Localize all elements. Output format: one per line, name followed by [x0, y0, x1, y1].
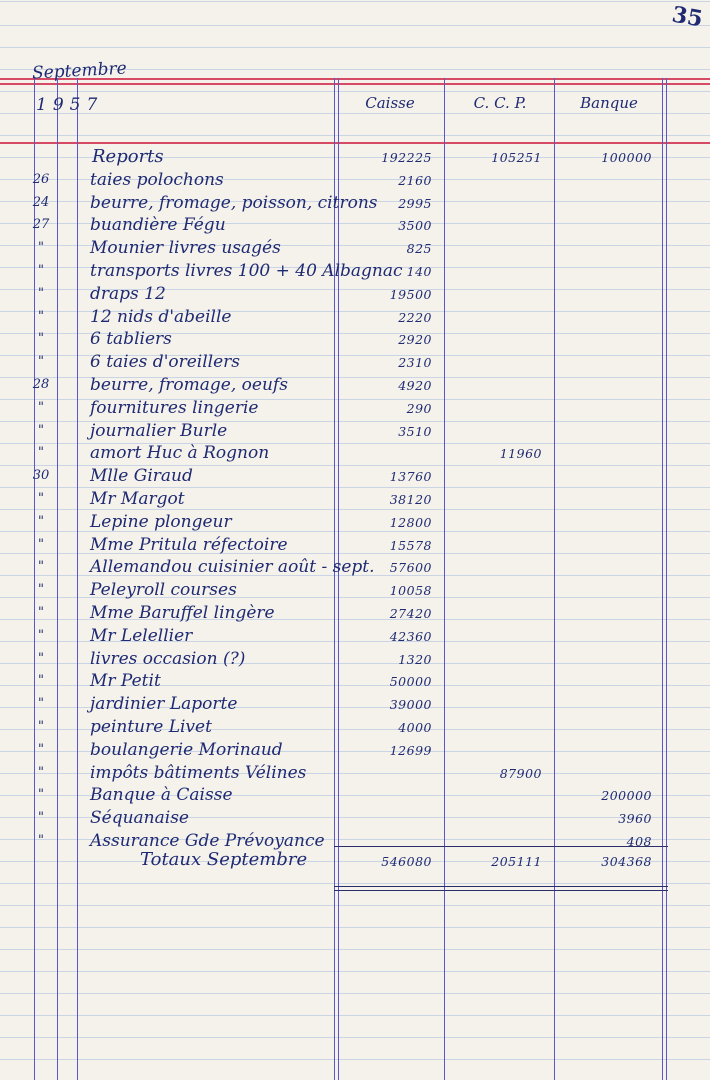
year-heading: 1957 — [36, 95, 104, 115]
entry-label: Séquanaise — [90, 808, 189, 828]
entry-caisse: 15578 — [389, 538, 432, 553]
entry-ccp: 11960 — [499, 446, 542, 461]
top-red-rule-2 — [0, 83, 710, 85]
entry-label: Mr Petit — [90, 671, 161, 691]
entry-caisse: 192225 — [381, 150, 432, 165]
entry-day: 24 — [32, 195, 50, 210]
entry-label: Mounier livres usagés — [90, 238, 281, 258]
entry-caisse: 13760 — [389, 469, 432, 484]
entry-banque: 200000 — [601, 788, 652, 803]
entry-caisse: 2995 — [398, 196, 432, 211]
entry-day: " — [38, 673, 44, 688]
entry-day: " — [38, 423, 44, 438]
entry-caisse: 1320 — [398, 652, 432, 667]
entry-banque: 100000 — [601, 150, 652, 165]
entry-day: " — [38, 263, 44, 278]
column-header-banque: Banque — [580, 94, 638, 112]
entry-caisse: 10058 — [389, 583, 432, 598]
entry-day: " — [38, 651, 44, 666]
entry-caisse: 2310 — [398, 355, 432, 370]
entry-ccp: 87900 — [499, 766, 542, 781]
entry-caisse: 39000 — [389, 697, 432, 712]
entry-label: Assurance Gde Prévoyance — [90, 831, 325, 851]
entry-caisse: 2160 — [398, 173, 432, 188]
entry-caisse: 19500 — [389, 287, 432, 302]
column-header-caisse: Caisse — [365, 94, 415, 112]
header-red-rule — [0, 142, 710, 144]
entry-caisse: 57600 — [389, 560, 432, 575]
entry-caisse: 12800 — [389, 515, 432, 530]
entry-banque: 408 — [626, 834, 652, 849]
entry-label: impôts bâtiments Vélines — [90, 763, 307, 783]
entry-label: journalier Burle — [90, 421, 228, 441]
totals-bottom-rule-2 — [334, 890, 668, 891]
entry-day: 27 — [32, 217, 50, 232]
entry-day: " — [38, 605, 44, 620]
entry-day: " — [38, 628, 44, 643]
entry-caisse: 42360 — [389, 629, 432, 644]
entry-label: livres occasion (?) — [90, 649, 246, 669]
entry-caisse: 4920 — [398, 378, 432, 393]
month-heading: Septembre — [31, 58, 128, 84]
entry-caisse: 38120 — [389, 492, 432, 507]
entry-label: taies polochons — [90, 170, 224, 190]
entry-label: Mlle Giraud — [90, 466, 193, 486]
entry-day: " — [38, 491, 44, 506]
entry-label: beurre, fromage, oeufs — [90, 375, 288, 395]
entry-caisse: 50000 — [389, 674, 432, 689]
entry-day: " — [38, 354, 44, 369]
entry-day: " — [38, 537, 44, 552]
entry-day: " — [38, 286, 44, 301]
ccp-end-rule — [554, 78, 555, 1080]
entry-day: " — [38, 765, 44, 780]
entry-day: " — [38, 514, 44, 529]
entry-label: Allemandou cuisinier août - sept. — [90, 557, 375, 577]
entry-label: Mr Lelellier — [90, 626, 193, 646]
entry-label: Mme Baruffel lingère — [90, 603, 275, 623]
caisse-end-rule — [444, 78, 445, 1080]
entry-day: " — [38, 833, 44, 848]
entry-caisse: 3510 — [398, 424, 432, 439]
margin-rule-3 — [77, 78, 78, 1080]
totals-banque: 304368 — [601, 854, 652, 869]
entry-caisse: 140 — [406, 264, 432, 279]
entry-day: 30 — [32, 468, 50, 483]
entry-ccp: 105251 — [491, 150, 542, 165]
entry-label: 6 taies d'oreillers — [90, 352, 241, 372]
banque-end-rule-1 — [662, 78, 663, 1080]
entry-day: 28 — [32, 377, 50, 392]
entry-day: " — [38, 331, 44, 346]
entry-banque: 3960 — [618, 811, 652, 826]
entry-caisse: 27420 — [389, 606, 432, 621]
entry-day: " — [38, 719, 44, 734]
page-number: 35 — [669, 1, 705, 33]
entry-caisse: 3500 — [398, 218, 432, 233]
entry-day: " — [38, 742, 44, 757]
entry-caisse: 2220 — [398, 310, 432, 325]
entry-day: " — [38, 240, 44, 255]
entry-day: " — [38, 309, 44, 324]
entry-day: " — [38, 400, 44, 415]
margin-rule-2 — [57, 78, 58, 1080]
entry-day: " — [38, 810, 44, 825]
entry-day: " — [38, 696, 44, 711]
entry-label: jardinier Laporte — [90, 694, 238, 714]
column-header-ccp: C. C. P. — [473, 94, 527, 112]
entry-label: Reports — [92, 146, 164, 167]
entry-label: Peleyroll courses — [90, 580, 237, 600]
entry-label: amort Huc à Rognon — [90, 443, 270, 463]
entry-day: " — [38, 559, 44, 574]
entry-label: beurre, fromage, poisson, citrons — [90, 193, 378, 213]
entry-day: " — [38, 787, 44, 802]
entry-caisse: 12699 — [389, 743, 432, 758]
totals-caisse: 546080 — [381, 854, 432, 869]
entry-day: 26 — [32, 172, 50, 187]
entry-label: Banque à Caisse — [90, 785, 233, 805]
entry-caisse: 4000 — [398, 720, 432, 735]
entry-label: 6 tabliers — [90, 329, 172, 349]
entry-label: buandière Fégu — [90, 215, 226, 235]
entry-label: Mr Margot — [90, 489, 185, 509]
entry-label: transports livres 100 + 40 Albagnac — [90, 261, 403, 281]
banque-end-rule-2 — [666, 78, 667, 1080]
totals-label: Totaux Septembre — [140, 849, 308, 870]
entry-caisse: 825 — [406, 241, 432, 256]
entry-label: 12 nids d'abeille — [90, 307, 232, 327]
totals-bottom-rule-1 — [334, 886, 668, 887]
entry-label: peinture Livet — [90, 717, 212, 737]
entry-day: " — [38, 582, 44, 597]
label-end-rule-2 — [338, 78, 339, 1080]
entry-label: boulangerie Morinaud — [90, 740, 283, 760]
entry-label: draps 12 — [90, 284, 166, 304]
entry-label: Mme Pritula réfectoire — [90, 535, 288, 555]
entry-caisse: 290 — [406, 401, 432, 416]
label-end-rule-1 — [334, 78, 335, 1080]
entry-label: Lepine plongeur — [90, 512, 232, 532]
entry-day: " — [38, 445, 44, 460]
entry-caisse: 2920 — [398, 332, 432, 347]
totals-ccp: 205111 — [491, 854, 542, 869]
entry-label: fournitures lingerie — [90, 398, 259, 418]
